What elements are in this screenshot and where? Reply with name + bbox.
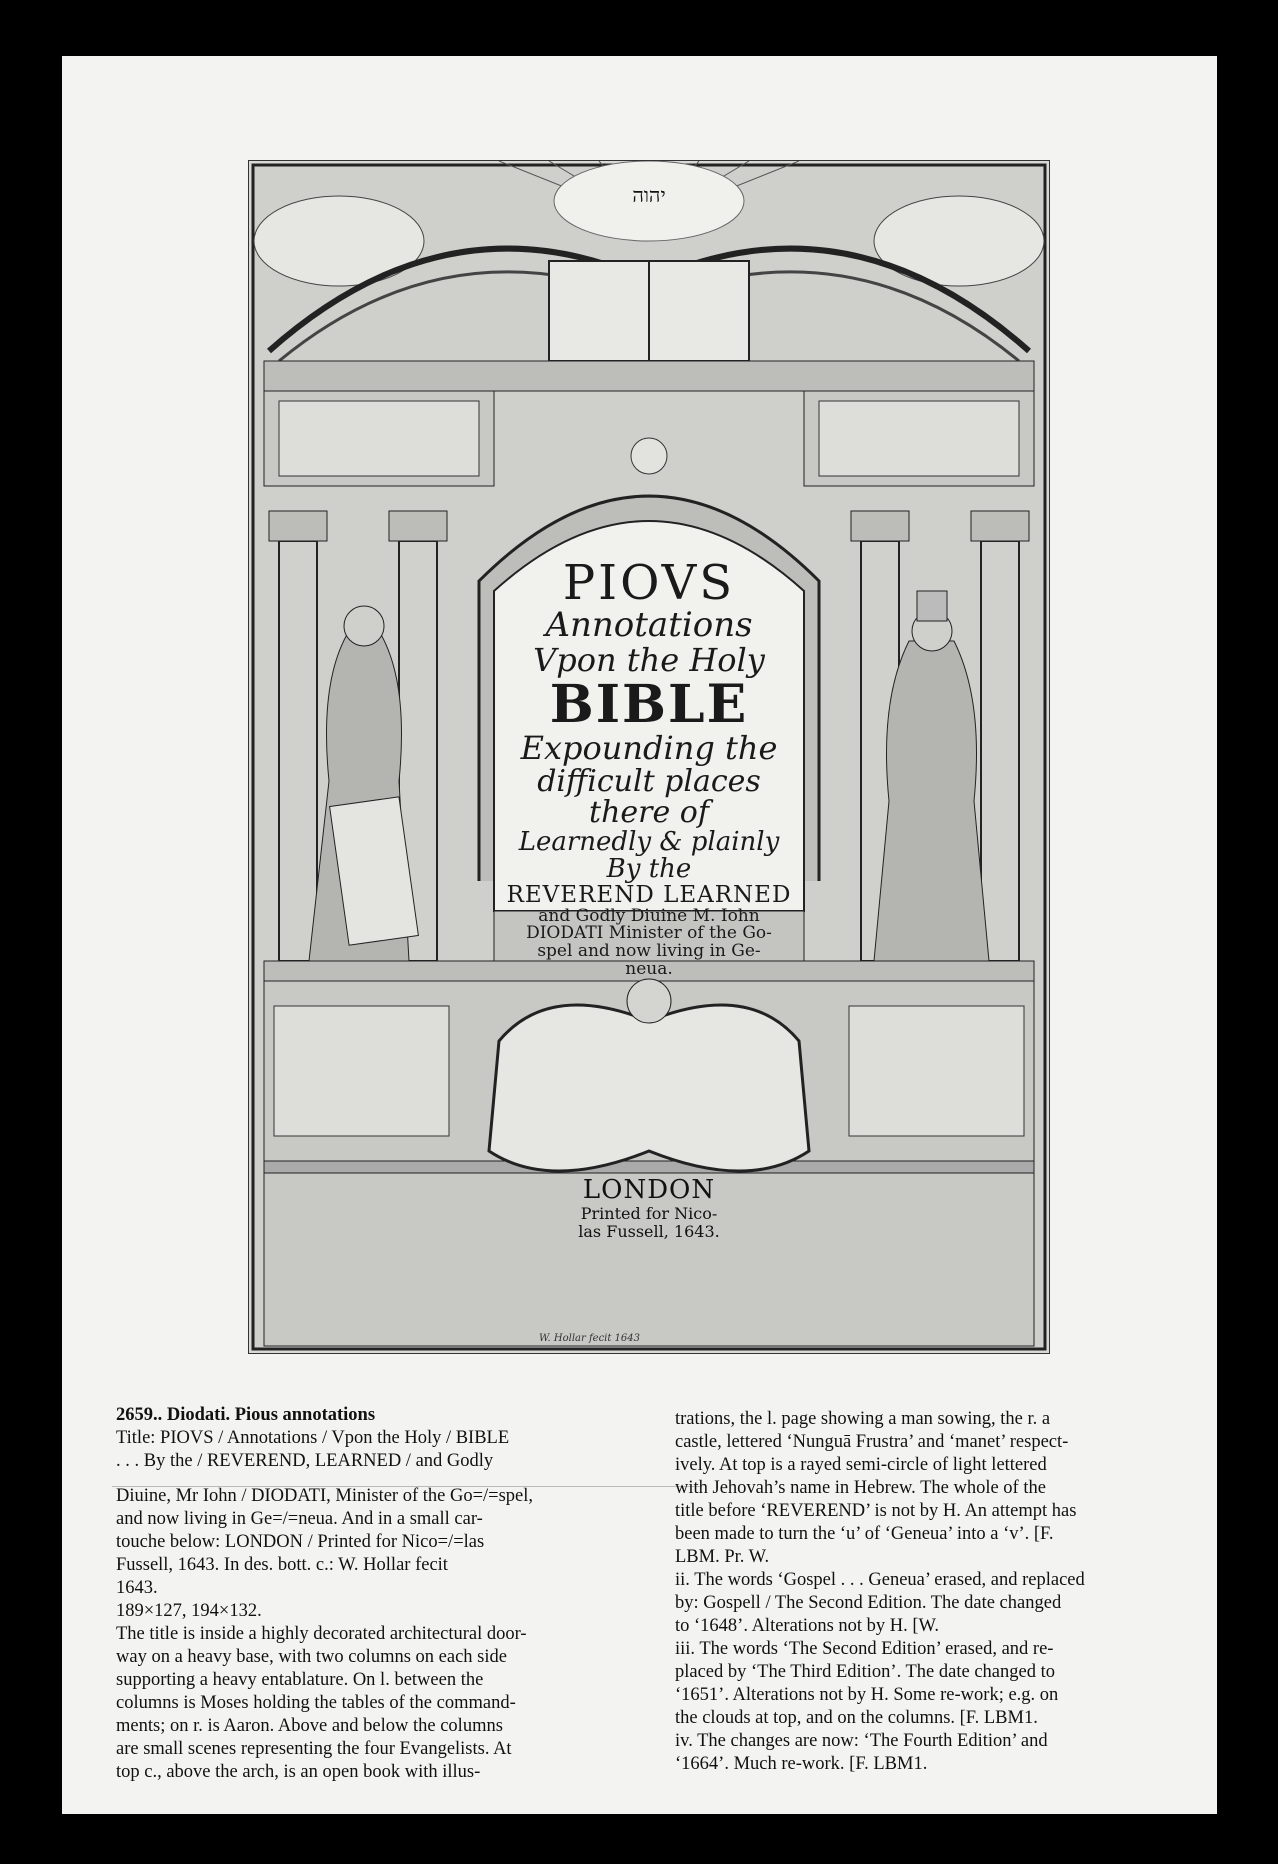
entry-line: touche below: LONDON / Printed for Nico=/=las xyxy=(116,1532,485,1552)
entry-line: . . . By the / REVEREND, LEARNED / and Godly xyxy=(116,1451,494,1471)
engraved-title-page xyxy=(248,160,1050,1354)
entry-line: with Jehovah’s name in Hebrew. The whole of the xyxy=(675,1478,1046,1498)
entry-line: Title: PIOVS / Annotations / Vpon the Holy / BIBLE xyxy=(116,1428,510,1448)
entry-line: been made to turn the ‘u’ of ‘Geneua’ into a ‘v’. [F. xyxy=(675,1524,1054,1544)
engraver-signature: W. Hollar fecit 1643 xyxy=(539,1333,641,1344)
entry-heading: 2659.. Diodati. Pious annotations xyxy=(116,1405,376,1425)
catalogue-right-column xyxy=(675,1408,1235,1776)
entry-line: ively. At top is a rayed semi-circle of light lettered xyxy=(675,1455,1047,1475)
imprint-cartouche xyxy=(569,1161,729,1271)
entry-line: title before ‘REVEREND’ is not by H. An attempt has xyxy=(675,1501,1077,1521)
title-panel xyxy=(494,536,804,1086)
title-line-diodati: DIODATI Minister of the Go- xyxy=(526,923,772,944)
entry-line: ‘1664’. Much re-work. [F. LBM1. xyxy=(675,1754,928,1774)
cartouche-fussell: las Fussell, 1643. xyxy=(578,1222,720,1242)
cartouche-london: LONDON xyxy=(582,1175,716,1205)
entry-line: castle, lettered ‘Nunguā Frustra’ and ‘manet’ respect- xyxy=(675,1432,1069,1452)
entry-line: supporting a heavy entablature. On l. between the xyxy=(116,1670,484,1690)
entry-line: The title is inside a highly decorated architectural door- xyxy=(116,1624,527,1644)
entry-line: to ‘1648’. Alterations not by H. [W. xyxy=(675,1616,939,1636)
catalogue-left-column xyxy=(116,1404,704,1784)
title-line-learnedly: Learnedly & plainly xyxy=(518,826,780,857)
title-line-annotations: Annotations xyxy=(545,605,753,646)
entry-line: columns is Moses holding the tables of the command- xyxy=(116,1693,516,1713)
title-line-bible: BIBLE xyxy=(549,673,749,735)
title-line-vpon: Vpon the Holy xyxy=(533,641,765,680)
entry-line: Fussell, 1643. In des. bott. c.: W. Hollar fecit xyxy=(116,1555,448,1575)
title-line-reverend: REVEREND LEARNED xyxy=(506,882,792,909)
photo-sheet xyxy=(62,56,1217,1814)
title-line-piovs: PIOVS xyxy=(562,555,736,611)
cartouche-printed: Printed for Nico- xyxy=(580,1204,718,1223)
title-line-neua: neua. xyxy=(625,959,673,980)
entry-line: iv. The changes are now: ‘The Fourth Edition’ and xyxy=(675,1731,1048,1751)
entry-line: the clouds at top, and on the columns. [F. LBM1. xyxy=(675,1708,1038,1728)
title-line-expounding: Expounding the xyxy=(520,729,778,768)
title-line-godly: and Godly Diuine M. Iohn xyxy=(538,905,760,926)
entry-line: are small scenes representing the four Evangelists. At xyxy=(116,1739,512,1759)
title-line-difficult: difficult places xyxy=(537,763,761,799)
title-line-spel: spel and now living in Ge- xyxy=(537,941,761,962)
entry-line: way on a heavy base, with two columns on each side xyxy=(116,1647,507,1667)
entry-line: top c., above the arch, is an open book with illus- xyxy=(116,1762,481,1782)
entry-line: LBM. Pr. W. xyxy=(675,1547,770,1567)
entry-line: 189×127, 194×132. xyxy=(116,1601,262,1621)
entry-line: iii. The words ‘The Second Edition’ erased, and re- xyxy=(675,1639,1054,1659)
entry-line: ‘1651’. Alterations not by H. Some re-work; e.g. on xyxy=(675,1685,1059,1705)
title-line-thereof: there of xyxy=(589,795,709,831)
title-line-by-the: By the xyxy=(606,854,692,885)
entry-line: ments; on r. is Aaron. Above and below the columns xyxy=(116,1716,503,1736)
entry-line: trations, the l. page showing a man sowing, the r. a xyxy=(675,1409,1051,1429)
entry-line: 1643. xyxy=(116,1578,158,1598)
hebrew-tetragrammaton: יהוה xyxy=(632,183,666,207)
entry-line: ii. The words ‘Gospel . . . Geneua’ erased, and replaced xyxy=(675,1570,1085,1590)
entry-line: placed by ‘The Third Edition’. The date changed to xyxy=(675,1662,1055,1682)
entry-line: and now living in Ge=/=neua. And in a small car- xyxy=(116,1509,483,1529)
entry-line: Diuine, Mr Iohn / DIODATI, Minister of the Go=/=spel, xyxy=(116,1486,534,1506)
entry-line: by: Gospell / The Second Edition. The date changed xyxy=(675,1593,1062,1613)
